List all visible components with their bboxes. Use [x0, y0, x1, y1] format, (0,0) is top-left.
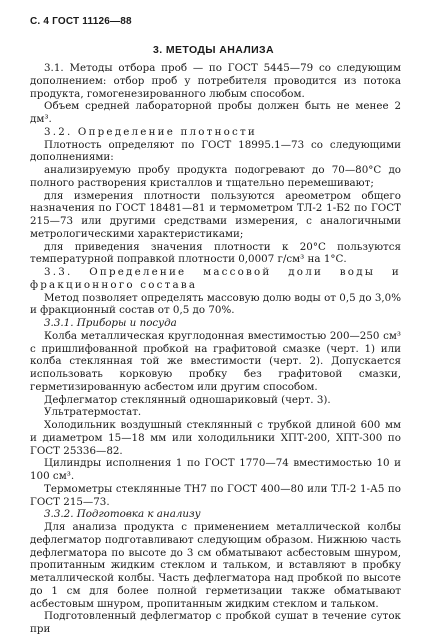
paragraph: Объем средней лабораторной пробы должен быть не менее 2 дм³.	[30, 100, 401, 125]
paragraph: Цилиндры исполнения 1 по ГОСТ 1770—74 вместимостью 10 и 100 см³.	[30, 457, 401, 482]
page-header: С. 4 ГОСТ 11126—88	[30, 16, 132, 27]
paragraph: Подготовленный дефлегматор с пробкой сушат в течение суток при	[30, 610, 401, 635]
paragraph: для приведения значения плотности к 20°С пользуются температурной поправкой плотности 0,0007 г/см³ на 1°С.	[30, 240, 401, 266]
paragraph: Ультратермостат.	[44, 406, 142, 419]
paragraph: 3.1. Методы отбора проб — по ГОСТ 5445—79 со следующим дополнением: отбор проб у потребителя проводится из потока продукта, гомогенезированного любым способом.	[30, 62, 401, 100]
paragraph: для измерения плотности пользуются ареометром общего назначения по ГОСТ 18481—81 и термометром ТЛ-2 1-Б2 по ГОСТ 215—73 или другими средствами измерения, с аналогичными метрологическими характеристиками;	[30, 189, 401, 240]
paragraph: Колба металлическая круглодонная вместимостью 200—250 см³ с пришлифованной пробкой на графитовой смазке (черт. 1) или колба стеклянная той же вместимости (черт. 2). Допускается использовать корковую пробку без графитовой смазки, герметизированную асбестом или другим способом.	[30, 329, 401, 393]
paragraph: Плотность определяют по ГОСТ 18995.1—73 со следующими дополнениями:	[30, 138, 401, 164]
subsection-heading: 3.3.1. Приборы и посуда	[44, 317, 177, 329]
paragraph: Термометры стеклянные ТН7 по ГОСТ 400—80 или ТЛ-2 1-А5 по ГОСТ 215—73.	[30, 482, 401, 508]
document-body	[30, 62, 401, 636]
subsection-heading: 3.2. Определение плотности	[44, 125, 257, 138]
paragraph: Холодильник воздушный стеклянный с трубкой длиной 600 мм и диаметром 15—18 мм или холодильники ХПТ-200, ХПТ-300 по ГОСТ 25336—82.	[30, 419, 401, 457]
paragraph: Дефлегматор стеклянный одношариковый (черт. 3).	[44, 393, 331, 406]
subsection-heading: 3.3. Определение массовой доли воды и фракционного состава	[30, 266, 401, 291]
paragraph: Для анализа продукта с применением металлической колбы дефлегматор подготавливают следующим образом. Нижнюю часть дефлегматора по высоте до 3 см обматывают асбестовым шнуром, пропитанным жидким стеклом и тальком, и вставляют в пробку металлической колбы. Часть дефлегматора над пробкой по высоте до 1 см для более полной герметизации также обматывают асбестовым шнуром, пропитанным жидким стеклом и тальком.	[30, 521, 401, 610]
subsection-heading: 3.3.2. Подготовка к анализу	[44, 508, 201, 521]
paragraph: Метод позволяет определять массовую долю воды от 0,5 до 3,0% и фракционный состав от 0,5 до 70%.	[30, 291, 401, 317]
paragraph: анализируемую пробу продукта подогревают до 70—80°С до полного растворения кристаллов и тщательно перемешивают;	[30, 164, 401, 189]
section-title: 3. МЕТОДЫ АНАЛИЗА	[152, 44, 275, 56]
